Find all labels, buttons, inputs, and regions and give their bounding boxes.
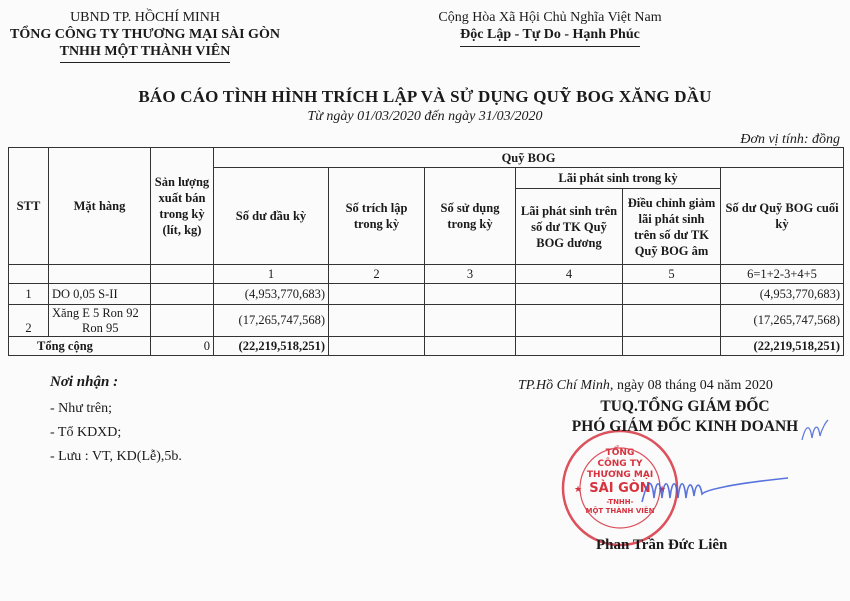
row-opening: (4,953,770,683) [214, 284, 329, 305]
index-row [9, 265, 844, 284]
handwritten-signature-icon [640, 468, 790, 508]
index-cell: 3 [425, 265, 516, 284]
signer-authority: TUQ.TỔNG GIÁM ĐỐC [600, 398, 770, 415]
national-motto: Độc Lập - Tự Do - Hạnh Phúc [460, 27, 640, 42]
issuer-block [0, 9, 290, 63]
row-closing: (17,265,747,568) [721, 305, 844, 337]
motto-underline [460, 46, 640, 47]
row-interest-adjust [623, 305, 721, 337]
row-allocated [329, 284, 425, 305]
total-label: Tổng cộng [9, 337, 151, 356]
recipients-block [50, 374, 182, 469]
recipient-item: - Như trên; [50, 401, 113, 416]
recipient-item: - Lưu : VT, KD(Lễ),5b. [50, 449, 182, 464]
col-header-item: Mặt hàng [49, 148, 151, 265]
seal-line: -TNHH- [606, 498, 634, 506]
row-interest-positive [516, 305, 623, 337]
row-interest-adjust [623, 284, 721, 305]
col-header-interest-adjust: Điều chỉnh giảm lãi phát sinh trên số dư TK Quỹ BOG âm [623, 189, 721, 265]
header-row-1 [9, 148, 844, 168]
currency-unit: Đơn vị tính: đồng [740, 132, 840, 147]
recipients-heading: Nơi nhận : [50, 374, 119, 390]
row-item-line2: Ron 95 [82, 320, 119, 335]
total-interest-positive [516, 337, 623, 356]
seal-line: CÔNG TY [597, 459, 643, 469]
national-motto-block [400, 9, 700, 47]
total-opening: (22,219,518,251) [214, 337, 329, 356]
index-cell: 4 [516, 265, 623, 284]
signer-title: PHÓ GIÁM ĐỐC KINH DOANH [571, 418, 799, 435]
signature-block [500, 378, 830, 436]
svg-text:★: ★ [574, 485, 583, 495]
col-header-interest-positive: Lãi phát sinh trên số dư TK Quỹ BOG dương [516, 189, 623, 265]
row-closing: (4,953,770,683) [721, 284, 844, 305]
index-cell [151, 265, 214, 284]
row-volume [151, 305, 214, 337]
row-item [49, 305, 151, 337]
seal-line: TỔNG [605, 448, 635, 458]
report-title: BÁO CÁO TÌNH HÌNH TRÍCH LẬP VÀ SỬ DỤNG QUỸ BOG XĂNG DẦU [138, 87, 712, 106]
issuer-underline [60, 62, 230, 63]
row-interest-positive [516, 284, 623, 305]
seal-line: SÀI GÒN [589, 481, 651, 496]
total-interest-adjust [623, 337, 721, 356]
total-volume: 0 [151, 337, 214, 356]
index-cell: 5 [623, 265, 721, 284]
row-item: DO 0,05 S-II [49, 284, 151, 305]
seal-line: MỘT THÀNH VIÊN [585, 507, 655, 515]
index-cell: 6=1+2-3+4+5 [721, 265, 844, 284]
issuer-company-type: TNHH MỘT THÀNH VIÊN [59, 44, 231, 59]
col-group-interest: Lãi phát sinh trong kỳ [516, 168, 721, 189]
table-row [9, 284, 844, 305]
index-cell [49, 265, 151, 284]
index-cell: 1 [214, 265, 329, 284]
col-header-stt: STT [9, 148, 49, 265]
signer-name: Phan Trần Đức Liên [596, 537, 728, 553]
row-opening: (17,265,747,568) [214, 305, 329, 337]
col-header-used: Số sử dụng trong kỳ [425, 168, 516, 265]
sign-place: TP.Hồ Chí Minh, [518, 378, 614, 393]
row-volume [151, 284, 214, 305]
col-header-closing: Số dư Quỹ BOG cuối kỳ [721, 168, 844, 265]
recipient-item: - Tổ KDXD; [50, 425, 122, 440]
total-used [425, 337, 516, 356]
bog-fund-table [8, 147, 844, 356]
index-cell: 2 [329, 265, 425, 284]
row-stt: 2 [9, 305, 49, 337]
total-closing: (22,219,518,251) [721, 337, 844, 356]
col-group-bog-fund: Quỹ BOG [214, 148, 844, 168]
row-used [425, 284, 516, 305]
report-period: Từ ngày 01/03/2020 đến ngày 31/03/2020 [307, 109, 543, 124]
country-name: Cộng Hòa Xã Hội Chủ Nghĩa Việt Nam [438, 10, 662, 25]
table-row [9, 305, 844, 337]
issuer-authority: UBND TP. HỒCHÍ MINH [70, 10, 220, 25]
sign-date-text: ngày 08 tháng 04 năm 2020 [613, 378, 773, 393]
col-header-volume: Sản lượng xuất bán trong kỳ (lít, kg) [151, 148, 214, 265]
total-row [9, 337, 844, 356]
total-allocated [329, 337, 425, 356]
row-allocated [329, 305, 425, 337]
sign-date [500, 378, 830, 394]
col-header-allocated: Số trích lập trong kỳ [329, 168, 425, 265]
seal-line: THƯƠNG MẠI [586, 470, 654, 480]
row-used [425, 305, 516, 337]
issuer-company: TỔNG CÔNG TY THƯƠNG MẠI SÀI GÒN [10, 27, 280, 42]
index-cell [9, 265, 49, 284]
col-header-opening: Số dư đầu kỳ [214, 168, 329, 265]
row-stt: 1 [9, 284, 49, 305]
row-item-line1: Xăng E 5 Ron 92 [52, 305, 139, 320]
svg-text:★: ★ [658, 485, 667, 495]
